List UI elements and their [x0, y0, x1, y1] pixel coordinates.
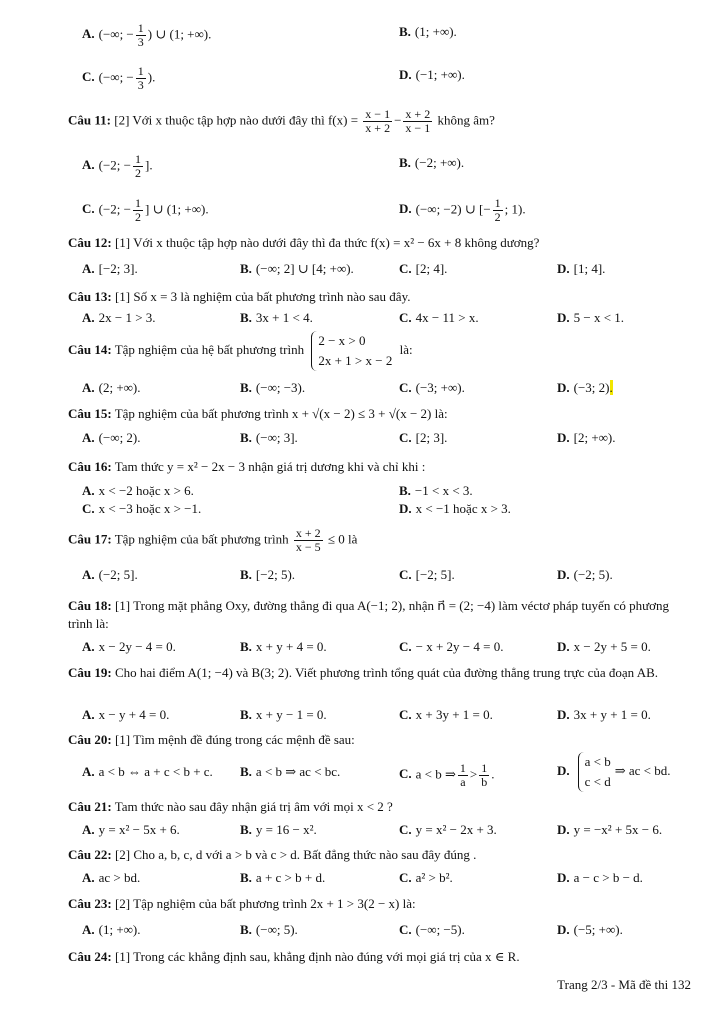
q12-options	[82, 259, 694, 279]
q21-option-c[interactable]: C. y = x² − 2x + 3.	[399, 822, 497, 837]
q20-option-d[interactable]: D.a < b c < d⇒ ac < bd.	[557, 752, 671, 792]
q15-options	[82, 428, 694, 448]
q10-options-row-2	[82, 64, 694, 92]
question-22: Câu 22: [2] Cho a, b, c, d với a > b và c > d. Bất đẳng thức nào sau đây đúng .	[68, 847, 477, 862]
q16-options-row-1	[82, 481, 694, 501]
q23-option-c[interactable]: C. (−∞; −5).	[399, 922, 465, 937]
q16-options-row-2	[82, 499, 694, 519]
highlight-mark: .	[609, 380, 613, 395]
q10-options-row-1	[82, 21, 694, 49]
q18-option-d[interactable]: D. x − 2y + 5 = 0.	[557, 639, 651, 654]
question-18: Câu 18: [1] Trong mặt phẳng Oxy, đường thẳng đi qua A(−1; 2), nhận n⃗ = (2; −4) làm véctơ pháp tuyến có phương trình là:	[68, 598, 670, 631]
q16-option-a[interactable]: A. x < −2 hoặc x > 6.	[82, 483, 194, 498]
q16-option-b[interactable]: B. −1 < x < 3.	[399, 483, 473, 498]
q13-option-b[interactable]: B. 3x + 1 < 4.	[240, 310, 313, 325]
q21-option-d[interactable]: D. y = −x² + 5x − 6.	[557, 822, 663, 837]
q21-option-b[interactable]: B. y = 16 − x².	[240, 822, 317, 837]
q11-option-d[interactable]: D. (−∞; −2) ∪ [− $\frac{1}{2}$ ; 1).	[399, 196, 526, 224]
q14-option-b[interactable]: B. (−∞; −3).	[240, 380, 306, 395]
question-20: Câu 20: [1] Tìm mệnh đề đúng trong các mệnh đề sau:	[68, 732, 355, 747]
q20-options	[82, 754, 694, 792]
q14-option-c[interactable]: C. (−3; +∞).	[399, 380, 465, 395]
q13-option-c[interactable]: C. 4x − 11 > x.	[399, 310, 479, 325]
q11-options-row-2	[82, 196, 694, 224]
q19-option-d[interactable]: D. 3x + y + 1 = 0.	[557, 707, 651, 722]
question-24: Câu 24: [1] Trong các khẳng định sau, khẳng định nào đúng với mọi giá trị của x ∈ R.	[68, 949, 520, 964]
q16-option-d[interactable]: D. x < −1 hoặc x > 3.	[399, 501, 511, 516]
q17-options	[82, 565, 694, 585]
q12-option-a[interactable]: A. [−2; 3].	[82, 261, 138, 276]
q12-option-c[interactable]: C. [2; 4].	[399, 261, 448, 276]
q19-options	[82, 705, 694, 725]
question-13: Câu 13: [1] Số x = 3 là nghiệm của bất phương trình nào sau đây.	[68, 289, 411, 304]
q10-option-d[interactable]: D. (−1; +∞).	[399, 67, 465, 82]
q19-option-a[interactable]: A. x − y + 4 = 0.	[82, 707, 170, 722]
q23-option-b[interactable]: B. (−∞; 5).	[240, 922, 298, 937]
q20-d-system: a < b c < d	[578, 752, 611, 792]
q19-option-c[interactable]: C. x + 3y + 1 = 0.	[399, 707, 493, 722]
question-16: Câu 16: Tam thức y = x² − 2x − 3 nhận giá trị dương khi và chỉ khi :	[68, 459, 426, 474]
question-12: Câu 12: [1] Với x thuộc tập hợp nào dưới đây thì đa thức f(x) = x² − 6x + 8 không dương?	[68, 235, 540, 250]
q20-option-b[interactable]: B. a < b ⇒ ac < bc.	[240, 764, 341, 779]
q22-option-b[interactable]: B. a + c > b + d.	[240, 870, 326, 885]
q21-option-a[interactable]: A. y = x² − 5x + 6.	[82, 822, 180, 837]
q20-option-a[interactable]: A. a < b ⇔ a + c < b + c.	[82, 764, 213, 779]
q14-options	[82, 378, 694, 398]
question-14: Câu 14: Tập nghiệm của hệ bất phương trình 2 − x > 0 2x + 1 > x − 2 là:	[68, 331, 693, 371]
q15-option-b[interactable]: B. (−∞; 3].	[240, 430, 298, 445]
q12-option-b[interactable]: B. (−∞; 2] ∪ [4; +∞).	[240, 261, 354, 276]
q23-option-a[interactable]: A. (1; +∞).	[82, 922, 141, 937]
q18-option-c[interactable]: C. − x + 2y − 4 = 0.	[399, 639, 504, 654]
q13-option-d[interactable]: D. 5 − x < 1.	[557, 310, 625, 325]
q17-option-c[interactable]: C. [−2; 5].	[399, 567, 455, 582]
q10-option-a[interactable]: A. (−∞; − $\frac{1}{3}$ ) ∪ (1; +∞).	[82, 21, 212, 49]
question-23: Câu 23: [2] Tập nghiệm của bất phương trình 2x + 1 > 3(2 − x) là:	[68, 896, 416, 911]
q19-option-b[interactable]: B. x + y − 1 = 0.	[240, 707, 327, 722]
q17-option-b[interactable]: B. [−2; 5).	[240, 567, 296, 582]
q11-option-a[interactable]: A. (−2; − $\frac{1}{2}$ ].	[82, 152, 153, 180]
question-15: Câu 15: Tập nghiệm của bất phương trình x + √(x − 2) ≤ 3 + √(x − 2) là:	[68, 406, 448, 421]
q22-options	[82, 868, 694, 888]
q18-options	[82, 637, 694, 657]
question-21: Câu 21: Tam thức nào sau đây nhận giá trị âm với mọi x < 2 ?	[68, 799, 393, 814]
q10-option-b[interactable]: B. (1; +∞).	[399, 24, 457, 39]
q16-option-c[interactable]: C. x < −3 hoặc x > −1.	[82, 501, 202, 516]
q11-option-b[interactable]: B. (−2; +∞).	[399, 155, 465, 170]
q17-option-d[interactable]: D. (−2; 5).	[557, 567, 613, 582]
q13-option-a[interactable]: A. 2x − 1 > 3.	[82, 310, 156, 325]
q14-option-d[interactable]: D. (−3; 2).	[557, 380, 613, 395]
q11-options-row-1	[82, 152, 694, 180]
page-footer: Trang 2/3 - Mã đề thi 132	[557, 977, 691, 992]
q21-options	[82, 820, 694, 840]
q17-option-a[interactable]: A. (−2; 5].	[82, 567, 138, 582]
q23-option-d[interactable]: D. (−5; +∞).	[557, 922, 623, 937]
q23-options	[82, 920, 694, 940]
q10-option-c[interactable]: C. (−∞; − $\frac{1}{3}$ ).	[82, 64, 156, 92]
q22-option-a[interactable]: A. ac > bd.	[82, 870, 141, 885]
q15-option-a[interactable]: A. (−∞; 2).	[82, 430, 141, 445]
q22-option-c[interactable]: C. a² > b².	[399, 870, 453, 885]
q14-option-a[interactable]: A. (2; +∞).	[82, 380, 141, 395]
q18-option-b[interactable]: B. x + y + 4 = 0.	[240, 639, 327, 654]
q13-options	[82, 308, 694, 328]
q22-option-d[interactable]: D. a − c > b − d.	[557, 870, 643, 885]
q11-option-c[interactable]: C. (−2; − $\frac{1}{2}$ ] ∪ (1; +∞).	[82, 196, 209, 224]
question-11: Câu 11: [2] Với x thuộc tập hợp nào dưới đây thì f(x) = $\frac{x - 1}{x + 2}$ − $\frac{x + 2}{x - 1}$ không âm?	[68, 107, 495, 135]
q14-system: 2 − x > 0 2x + 1 > x − 2	[311, 331, 392, 371]
q15-option-c[interactable]: C. [2; 3].	[399, 430, 448, 445]
q15-option-d[interactable]: D. [2; +∞).	[557, 430, 616, 445]
q20-option-c[interactable]: C. a < b ⇒ $\frac{1}{a}$ > $\frac{1}{b}$ .	[399, 761, 495, 789]
question-17: Câu 17: Tập nghiệm của bất phương trình $\frac{x + 2}{x - 5}$ ≤ 0 là	[68, 526, 358, 554]
question-19: Câu 19: Cho hai điểm A(1; −4) và B(3; 2). Viết phương trình tổng quát của đường thẳng trung trực của đoạn AB.	[68, 665, 659, 680]
q12-option-d[interactable]: D. [1; 4].	[557, 261, 606, 276]
q18-option-a[interactable]: A. x − 2y − 4 = 0.	[82, 639, 176, 654]
